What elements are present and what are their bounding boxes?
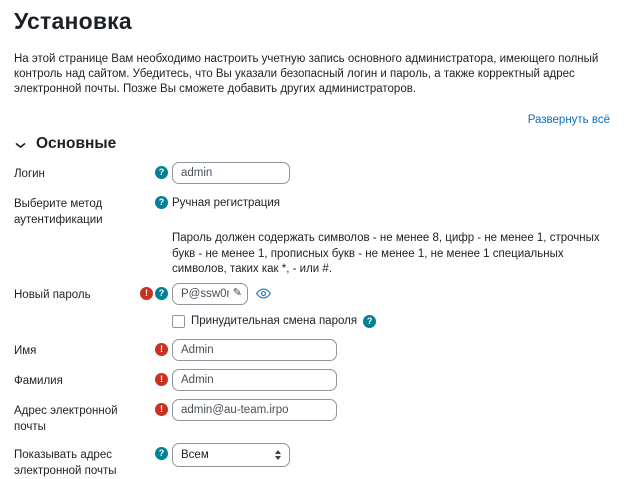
password-requirements-text: Пароль должен содержать символов - не менее 8, цифр - не менее 1, строчных букв - не менее 1, прописных букв - не менее 1, не менее 1 специальных символов, таких как *, - или #.	[172, 232, 600, 275]
first-name-input[interactable]	[172, 339, 337, 361]
required-icon: !	[155, 403, 168, 416]
section-title: Основные	[36, 135, 117, 152]
password-input-wrapper	[172, 283, 248, 305]
page-description: На этой странице Вам необходимо настроить учетную запись основного администратора, имеющего полный контроль над сайтом. Убедитесь, что Вы указали безопасный логин и пароль, а также корректный адрес электронной почты. Позже Вы сможете добавить других администраторов.	[14, 53, 599, 95]
page-title: Установка	[14, 8, 132, 34]
form-row-force-change	[14, 313, 610, 328]
auth-method-label: Выберите метод аутентификации	[14, 198, 103, 226]
form-row-new-password	[14, 283, 610, 305]
force-password-change-label: Принудительная смена пароля	[191, 315, 358, 327]
help-icon[interactable]: ?	[155, 447, 168, 460]
new-password-input[interactable]	[172, 283, 248, 305]
form-row-password-hint	[14, 231, 610, 278]
required-icon: !	[140, 287, 153, 300]
form-row-last-name	[14, 369, 610, 391]
form-row-email-display	[14, 443, 610, 479]
help-icon[interactable]: ?	[155, 287, 168, 300]
form-row-auth-method	[14, 192, 610, 228]
form-row-first-name	[14, 339, 610, 361]
new-password-label: Новый пароль	[14, 288, 91, 301]
email-display-select[interactable]	[172, 443, 290, 467]
force-password-change-checkbox[interactable]	[172, 315, 185, 328]
required-icon: !	[155, 343, 168, 356]
expand-all-row	[14, 110, 610, 128]
auth-method-value: Ручная регистрация	[172, 197, 281, 209]
help-icon[interactable]: ?	[363, 315, 376, 328]
email-input[interactable]	[172, 399, 337, 421]
last-name-input[interactable]	[172, 369, 337, 391]
login-input[interactable]	[172, 162, 290, 184]
form-row-email	[14, 399, 610, 435]
required-icon: !	[155, 373, 168, 386]
chevron-down-icon	[14, 139, 27, 152]
last-name-label: Фамилия	[14, 374, 63, 387]
email-label: Адрес электронной почты	[14, 404, 118, 433]
login-label: Логин	[14, 168, 45, 180]
pencil-icon: ✎	[232, 286, 242, 299]
help-icon[interactable]: ?	[155, 196, 168, 209]
help-icon[interactable]: ?	[155, 166, 168, 179]
eye-icon	[256, 286, 271, 301]
email-display-label: Показывать адрес электронной почты	[14, 448, 117, 477]
form-row-login	[14, 162, 610, 184]
reveal-password-button[interactable]	[256, 286, 271, 301]
admin-account-form	[14, 162, 610, 479]
expand-all-link[interactable]: Развернуть всё	[527, 114, 610, 126]
select-arrows-icon	[275, 450, 281, 460]
section-general-toggle[interactable]	[14, 135, 610, 153]
first-name-label: Имя	[14, 344, 37, 357]
email-display-selected-value: Всем	[181, 448, 209, 461]
